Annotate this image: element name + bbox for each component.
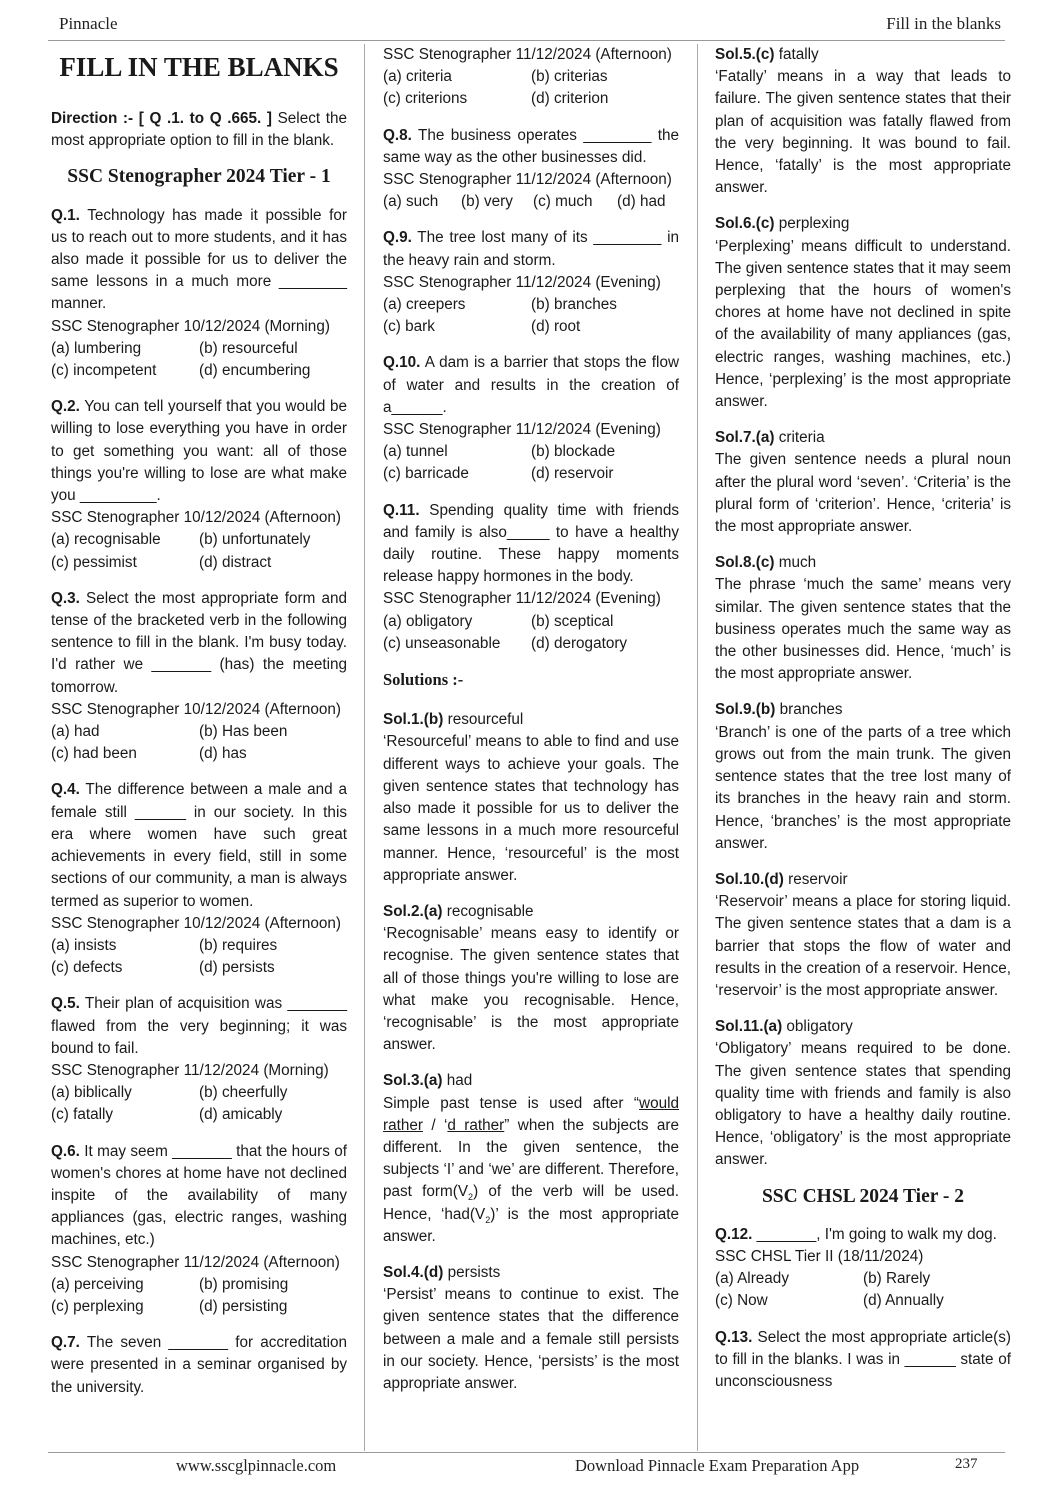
question <box>383 44 679 111</box>
option: (b) blockade <box>531 443 616 461</box>
solution-explanation: Simple past tense is used after “would rather / ‘d rather” when the subjects are different. In the given sentence, the subjects ‘I’ and ‘we’ are different. Therefore, past $form(V_2)$ of the verb will be used. Hence, ‘$had(V_2)$’ is the most appropriate answer. <box>383 1094 680 1245</box>
question <box>51 588 347 766</box>
solution-answer: obligatory <box>782 1018 853 1036</box>
option: (b) resourceful <box>199 339 298 357</box>
options <box>51 529 347 573</box>
solution-header <box>715 427 1011 449</box>
question-body: _______, I'm going to walk my dog. <box>752 1225 997 1243</box>
question-body: The seven _______ for accreditation were presented in a seminar organised by the university. <box>51 1334 347 1396</box>
option: (b) criterias <box>531 68 608 86</box>
question-number: Q.3. <box>51 589 80 607</box>
option: (b) requires <box>199 936 278 954</box>
question-source: SSC Stenographer 10/12/2024 (Afternoon) <box>51 700 341 718</box>
solution-explanation: ‘Recognisable’ means easy to identify or recognise. The given sentence states that all of those things you're willing to lose are what make you recognisable. Hence, ‘recognisable’ is the most appropriate answer. <box>383 925 679 1054</box>
option: (b) Rarely <box>863 1270 931 1288</box>
solution-answer: recognisable <box>442 902 534 920</box>
solution-answer: branches <box>775 701 843 719</box>
question-body: The business operates ________ the same way as the other businesses did. <box>383 126 679 166</box>
option: (b) very <box>461 193 513 211</box>
options <box>383 611 679 655</box>
solution-explanation: ‘Reservoir’ means a place for storing liquid. The given sentence states that a dam is a barrier that stops the flow of water and results in the creation of a reservoir. Hence, ‘reservoir’ is the most appropriate answer. <box>715 893 1011 999</box>
question <box>51 993 347 1126</box>
options <box>715 1268 1011 1312</box>
question-number: Q.4. <box>51 781 80 799</box>
question-text <box>383 500 679 589</box>
question-source: SSC Stenographer 10/12/2024 (Morning) <box>51 317 330 335</box>
option: (c) criterions <box>383 90 468 108</box>
question-number: Q.2. <box>51 398 80 416</box>
solution-header <box>383 901 679 923</box>
option: (c) unseasonable <box>383 634 501 652</box>
solution-label: Sol.5.(c) <box>715 46 775 63</box>
footer-website[interactable]: www.sscglpinnacle.com <box>176 1456 337 1475</box>
options <box>51 1274 347 1318</box>
solution <box>715 427 1011 538</box>
solution <box>715 213 1011 413</box>
question <box>715 1327 1011 1394</box>
options <box>383 294 679 338</box>
option: (c) Now <box>715 1292 768 1310</box>
header-divider <box>48 40 1005 41</box>
option: (d) persisting <box>199 1297 288 1315</box>
option: (b) unfortunately <box>199 531 311 549</box>
column-2 <box>383 44 679 1409</box>
option: (c) defects <box>51 959 123 977</box>
options <box>383 441 679 485</box>
solution <box>715 552 1011 685</box>
question-body: Technology has made it possible for us to reach out to more students, and it has also made it possible for us to deliver the same lessons in a much more ________ manner. <box>51 206 347 313</box>
solution-label: Sol.1.(b) <box>383 711 444 729</box>
option: (b) branches <box>531 296 617 314</box>
direction <box>51 108 347 152</box>
option: (d) encumbering <box>199 362 311 380</box>
question-text <box>51 396 347 507</box>
solution-header <box>715 552 1011 574</box>
section-heading: SSC Stenographer 2024 Tier - 1 <box>67 166 331 188</box>
question <box>51 396 347 574</box>
question-body: You can tell yourself that you would be willing to lose everything you have in order to get something you want: all of those things you're willing to lose are what make you _________. <box>51 398 347 505</box>
solution-explanation: ‘Perplexing’ means difficult to understand. The given sentence states that it may seem perplexing that the hours of women's chores at home have not declined in spite of the availability of many appliances (gas, electric ranges, washing machines, etc.) Hence, ‘perplexing’ is the most appropriate answer. <box>715 237 1011 411</box>
question-number: Q.12. <box>715 1225 753 1243</box>
question-body: Select the most appropriate form and tense of the bracketed verb in the following sentence to fill in the blank. I'm busy today. I'd rather we _______ (has) the meeting tomorrow. <box>51 589 347 696</box>
option: (b) Has been <box>199 723 288 741</box>
question-source: SSC CHSL Tier II (18/11/2024) <box>715 1247 924 1265</box>
question-text <box>715 1224 1011 1246</box>
option: (d) derogatory <box>531 634 628 652</box>
question-text <box>715 1327 1011 1394</box>
question-text <box>383 352 679 419</box>
option: (b) sceptical <box>531 612 614 630</box>
solution-label: Sol.2.(a) <box>383 902 443 920</box>
solution-answer: resourceful <box>443 711 524 729</box>
option: (a) Already <box>715 1270 789 1288</box>
options <box>51 1082 347 1126</box>
question-source: SSC Stenographer 11/12/2024 (Afternoon) <box>51 1253 340 1271</box>
question-source: SSC Stenographer 11/12/2024 (Morning) <box>51 1061 329 1079</box>
question <box>383 352 679 485</box>
option: (d) criterion <box>531 90 609 108</box>
question-text <box>383 227 679 271</box>
solution-header <box>715 1016 1011 1038</box>
option: (c) fatally <box>51 1106 114 1124</box>
question-body: Their plan of acquisition was _______ flawed from the very beginning; it was bound to fail. <box>51 995 347 1057</box>
solution-header <box>715 44 1011 66</box>
solution-label: Sol.4.(d) <box>383 1263 444 1281</box>
option: (a) tunnel <box>383 443 448 461</box>
solution-label: Sol.10.(d) <box>715 870 784 888</box>
option: (a) such <box>383 193 439 211</box>
question <box>383 227 679 338</box>
solution <box>715 699 1011 854</box>
header-left: Pinnacle <box>59 14 118 33</box>
options <box>51 935 347 979</box>
question-text <box>51 588 347 699</box>
question-body: The tree lost many of its ________ in the heavy rain and storm. <box>383 229 679 269</box>
page-number: 237 <box>955 1456 978 1472</box>
option: (a) biblically <box>51 1084 132 1102</box>
option: (b) cheerfully <box>199 1084 288 1102</box>
option: (d) root <box>531 318 581 336</box>
question-source: SSC Stenographer 10/12/2024 (Afternoon) <box>51 509 341 527</box>
question <box>51 779 347 979</box>
question-body: Select the most appropriate article(s) to fill in the blanks. I was in ______ state of unconsciousness <box>715 1328 1011 1390</box>
option: (d) persists <box>199 959 275 977</box>
question <box>51 1141 347 1319</box>
solutions-heading: Solutions :- <box>383 670 464 690</box>
solution <box>715 869 1011 1002</box>
question-body: The difference between a male and a female still ______ in our society. In this era where women have such great achievements in every field, still in some sections of our community, a man is always termed as superior to women. <box>51 781 347 910</box>
solution-label: Sol.3.(a) <box>383 1072 443 1090</box>
question-source: SSC Stenographer 11/12/2024 (Evening) <box>383 273 661 291</box>
question <box>383 500 679 655</box>
solution <box>383 1262 679 1395</box>
option: (a) insists <box>51 936 117 954</box>
solution-answer: much <box>774 554 817 572</box>
solution-answer: reservoir <box>783 870 848 888</box>
solution-answer: had <box>442 1072 473 1090</box>
solution-explanation: The given sentence needs a plural noun after the plural word ‘seven’. ‘Criteria’ is the plural form of ‘criterion’. Hence, ‘criteria’ is the most appropriate answer. <box>715 451 1011 536</box>
section-heading: SSC CHSL 2024 Tier - 2 <box>761 1185 965 1207</box>
question-text <box>383 125 679 169</box>
question-number: Q.10. <box>383 354 421 372</box>
option: (c) incompetent <box>51 362 157 380</box>
solution-explanation: The phrase ‘much the same’ means very similar. The given sentence states that the business operates much the same way as the other businesses did. Hence, ‘much’ is the most appropriate answer. <box>715 576 1011 683</box>
page-title: FILL IN THE BLANKS <box>59 52 339 82</box>
solution-header <box>715 869 1011 891</box>
question-source: SSC Stenographer 11/12/2024 (Evening) <box>383 590 661 608</box>
solution-label: Sol.6.(c) <box>715 215 775 233</box>
solution <box>383 901 679 1056</box>
question-source: SSC Stenographer 11/12/2024 (Afternoon) <box>383 46 672 63</box>
column-divider <box>697 44 698 1451</box>
question-number: Q.5. <box>51 995 80 1013</box>
column-divider <box>364 44 365 1451</box>
question-source: SSC Stenographer 11/12/2024 (Evening) <box>383 421 661 439</box>
question <box>51 1332 347 1399</box>
question-number: Q.1. <box>51 206 80 224</box>
question-number: Q.9. <box>383 229 412 247</box>
option: (d) had <box>617 193 666 211</box>
question-number: Q.13. <box>715 1328 753 1346</box>
question-text <box>51 993 347 1060</box>
solution-header <box>715 213 1011 235</box>
question-text <box>51 1332 347 1399</box>
question <box>383 125 679 214</box>
question-source: SSC Stenographer 11/12/2024 (Afternoon) <box>383 171 672 189</box>
question-body: It may seem _______ that the hours of women's chores at home have not declined inspite of the availability of many appliances (gas, electric ranges, washing machines, etc.) <box>51 1142 347 1249</box>
solution <box>715 44 1011 199</box>
option: (c) much <box>533 193 593 211</box>
solution-header <box>715 699 1011 721</box>
option: (a) had <box>51 723 100 741</box>
solution-explanation: ‘Obligatory’ means required to be done. The given sentence states that spending quality time with friends and family is also obligatory to have a healthy daily routine. Hence, ‘obligatory’ is the most appropriate answer. <box>715 1040 1011 1169</box>
option: (a) recognisable <box>51 531 161 549</box>
options <box>383 66 679 110</box>
question <box>51 205 347 383</box>
options <box>51 721 347 765</box>
option: (d) amicably <box>199 1106 283 1124</box>
option: (d) Annually <box>863 1292 944 1310</box>
footer-app: Download Pinnacle Exam Preparation App <box>575 1456 860 1475</box>
question-number: Q.7. <box>51 1334 80 1352</box>
solution-explanation: ‘Branch’ is one of the parts of a tree which grows out from the main trunk. The given sentence states that the tree lost many of its branches in the heavy rain and storm. Hence, ‘branches’ is the most appropriate answer. <box>715 723 1011 852</box>
option: (a) obligatory <box>383 612 473 630</box>
column-1 <box>51 44 347 1413</box>
option: (a) creepers <box>383 296 466 314</box>
option: (c) perplexing <box>51 1297 144 1315</box>
question-text <box>51 1141 347 1252</box>
solution-answer: criteria <box>774 429 825 447</box>
question <box>715 1224 1011 1313</box>
option: (c) barricade <box>383 465 469 483</box>
solution <box>383 709 679 887</box>
solution-label: Sol.8.(c) <box>715 554 775 572</box>
direction-label: Direction :- [ Q .1. to Q .665. ] <box>51 110 272 127</box>
header-right: Fill in the blanks <box>886 14 1001 33</box>
option: (b) promising <box>199 1275 289 1293</box>
solution-header <box>383 1262 679 1284</box>
solution-answer: fatally <box>774 46 819 63</box>
column-3 <box>715 44 1011 1407</box>
footer-divider <box>48 1452 1005 1453</box>
question-text <box>51 779 347 912</box>
option: (a) lumbering <box>51 339 142 357</box>
solution-explanation: ‘Resourceful’ means to able to find and use different ways to achieve your goals. The given sentence states that technology has also made it possible for us to deliver the same lessons in a much more resourceful manner. Hence, ‘resourceful’ is the most appropriate answer. <box>383 733 679 884</box>
solution-header <box>383 1070 679 1092</box>
direction-text: Select the most appropriate option to fill in the blank. <box>51 110 348 150</box>
option: (d) has <box>199 745 247 763</box>
option: (c) pessimist <box>51 553 137 571</box>
question-body: Spending quality time with friends and family is also_____ to have a healthy daily routine. These happy moments release happy hormones in the body. <box>383 501 679 586</box>
solution-explanation: ‘Fatally’ means in a way that leads to failure. The given sentence states that their plan of acquisition was fatally flawed from the very beginning. It was bound to fail. Hence, ‘fatally’ is the most appropriate answer. <box>715 68 1011 197</box>
solution-label: Sol.7.(a) <box>715 429 775 447</box>
solution-answer: persists <box>443 1263 501 1281</box>
question-number: Q.11. <box>383 501 420 519</box>
option: (d) reservoir <box>531 465 614 483</box>
solution-header <box>383 709 679 731</box>
option: (a) criteria <box>383 68 452 86</box>
option: (a) perceiving <box>51 1275 144 1293</box>
solution <box>715 1016 1011 1171</box>
options <box>383 191 679 213</box>
solution-label: Sol.9.(b) <box>715 701 776 719</box>
question-source: SSC Stenographer 10/12/2024 (Afternoon) <box>51 914 341 932</box>
option: (c) bark <box>383 318 435 336</box>
solution <box>383 1070 679 1248</box>
option: (c) had been <box>51 745 137 763</box>
question-number: Q.8. <box>383 126 412 144</box>
solution-answer: perplexing <box>774 215 850 233</box>
question-text <box>51 205 347 316</box>
options <box>51 338 347 382</box>
question-number: Q.6. <box>51 1142 80 1160</box>
solution-label: Sol.11.(a) <box>715 1018 783 1036</box>
option: (d) distract <box>199 553 272 571</box>
question-body: A dam is a barrier that stops the flow of water and results in the creation of a______. <box>383 354 679 416</box>
solution-explanation: ‘Persist’ means to continue to exist. The given sentence states that the difference between a male and a female still persists in our society. Hence, ‘persists’ is the most appropriate answer. <box>383 1286 679 1392</box>
